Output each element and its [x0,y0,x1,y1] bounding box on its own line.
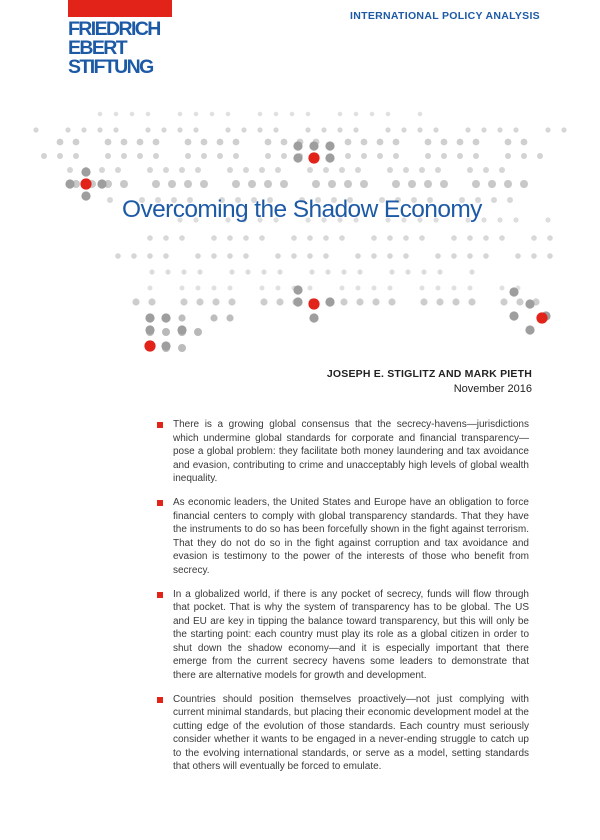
map-dot [131,253,137,259]
map-dot [340,298,347,305]
bullet-item [157,693,529,774]
map-dot [57,139,64,146]
map-dot [345,153,351,159]
map-dot [356,286,361,291]
map-dot [408,180,416,188]
bullet-text: Countries should position themselves proactively—not just complying with current minimal standards, but placing their economic development model at the cutting edge of the evolution of those standards. Each country must seriously consider whether it wants to be engaged in a never-ending struggle to catch up to the evolving international standards, or serve as a model, setting standards that others will eventually be forced to emulate. [173,693,529,772]
map-dot [265,139,272,146]
map-dot [340,286,345,291]
map-dot [473,139,480,146]
bullet-item [157,496,529,577]
map-dot [323,235,329,241]
map-dot [338,112,343,117]
map-dot [259,167,265,173]
map-dot [547,253,553,259]
map-dot [545,127,550,132]
map-dot [357,269,362,274]
map-dot [424,180,432,188]
map-dot [372,298,379,305]
map-dot [377,153,383,159]
map-dot [81,127,86,132]
document-title: Overcoming the Shadow Economy [122,196,482,223]
map-dot [337,127,342,132]
map-dot [228,298,235,305]
map-dot [421,269,426,274]
map-dot [497,217,502,222]
map-dot [372,286,377,291]
map-dot [227,235,233,241]
map-dot [386,112,391,117]
map-dot [137,153,143,159]
map-dot [467,253,473,259]
map-dot [130,112,135,117]
map-dot [309,269,314,274]
logo-line-2: EBERT [68,37,127,59]
map-dot [233,139,240,146]
map-dot [467,235,473,241]
map-dot-accent [80,178,91,189]
world-dot-map-icon [0,100,600,370]
map-dot [341,269,346,274]
map-dot [537,153,543,159]
map-dot [195,253,201,259]
map-dot [339,235,345,241]
map-dot [419,167,425,173]
map-dot [547,235,553,241]
map-dot [307,235,313,241]
bullet-text: As economic leaders, the United States and Europe have an obligation to force financial centers to comply with global transparency standards. That they have the instruments to do so has been forcefully shown in the fight against terrorism. That they do not do so in the fight against corruption and tax avoidance and evasion is testimony to the power of the interests of those who benefit from secrecy. [173,497,529,576]
map-dot [436,286,441,291]
map-dot [451,235,457,241]
map-dot [153,139,160,146]
map-dot [33,127,38,132]
map-dot [65,127,70,132]
map-dot [153,153,159,159]
map-dot [73,139,80,146]
map-dot [403,167,409,173]
map-dot [355,167,361,173]
map-dot [387,235,393,241]
map-dot [196,286,201,291]
map-dot [483,235,489,241]
map-dot [354,112,359,117]
map-dot [513,127,518,132]
map-dot [163,167,169,173]
map-dot [162,328,170,336]
map-dot [393,153,399,159]
map-dot-dark [525,325,534,334]
map-dot [259,235,265,241]
map-dot-dark [509,311,518,320]
map-dot [148,286,153,291]
map-dot [388,286,393,291]
map-dot [497,127,502,132]
map-dot [201,139,208,146]
map-dot [195,167,201,173]
map-dot-dark [81,191,90,200]
map-dot [180,286,185,291]
map-dot [323,253,329,259]
map-dot [179,235,185,241]
map-dot [469,269,474,274]
map-dot [388,298,395,305]
map-dot [393,139,400,146]
map-dot [179,167,185,173]
map-dot [197,269,202,274]
map-dot [165,269,170,274]
map-dot [360,180,368,188]
map-dot [248,180,256,188]
series-label: INTERNATIONAL POLICY ANALYSIS [350,10,540,22]
map-dot [217,153,223,159]
map-dot-dark [509,287,518,296]
map-dot [229,269,234,274]
map-dot [436,298,443,305]
map-dot [483,167,489,173]
map-dot [387,253,393,259]
map-dot-accent [536,312,547,323]
map-dot [499,167,505,173]
map-dot-dark [145,325,154,334]
map-dot [99,167,105,173]
map-dot [194,112,199,117]
bullet-item [157,418,529,486]
map-dot [121,139,128,146]
map-dot [137,139,144,146]
bullet-marker-icon [157,500,163,506]
map-dot [465,127,470,132]
map-dot [132,298,139,305]
map-dot [233,153,239,159]
map-dot [403,253,409,259]
map-dot-dark [325,141,334,150]
map-dot [277,269,282,274]
publication-date: November 2016 [453,383,532,395]
map-dot-dark [177,325,186,334]
map-dot [290,112,295,117]
summary-bullets [157,418,529,784]
map-dot [488,180,496,188]
map-dot [291,235,297,241]
map-dot [425,139,432,146]
bullet-marker-icon [157,697,163,703]
map-dot [201,153,207,159]
map-dot [516,298,523,305]
map-dot-dark [309,313,318,322]
map-dot [440,180,448,188]
map-dot-dark [325,297,334,306]
map-dot [217,139,224,146]
map-dot [355,253,361,259]
map-dot [418,112,423,117]
map-dot [389,269,394,274]
map-dot [98,112,103,117]
map-dot [401,127,406,132]
map-dot [323,167,329,173]
map-dot-dark [97,179,106,188]
map-dot [437,269,442,274]
map-dot-dark [325,153,334,162]
map-dot [243,167,249,173]
map-dot [177,127,182,132]
map-dot [168,180,176,188]
map-dot [500,286,505,291]
map-dot [513,217,518,222]
map-dot [180,298,187,305]
bullet-text: There is a growing global consensus that the secrecy-havens—jurisdictions which undermine global standards for corporate and financial transparency—pose a global problem: they facilitate both money laundering and tax avoidance and evasion, contributing to crime and unacceptably high levels of global wealth inequality. [173,419,529,484]
map-dot [145,127,150,132]
map-dot [425,153,431,159]
logo-line-1: FRIEDRICH [68,18,160,40]
map-dot [200,180,208,188]
map-dot-dark [145,313,154,322]
map-dot [114,112,119,117]
map-dot [339,167,345,173]
map-dot [377,139,384,146]
map-dot [265,153,271,159]
map-dot [452,298,459,305]
map-dot [210,314,217,321]
map-dot [193,127,198,132]
authors: JOSEPH E. STIGLITZ AND MARK PIETH [326,368,532,380]
map-dot [483,253,489,259]
map-dot [345,139,352,146]
map-dot [260,298,267,305]
map-dot-accent [308,298,319,309]
map-dot [73,153,79,159]
map-dot-dark [161,313,170,322]
map-dot [147,235,153,241]
map-dot [441,153,447,159]
map-dot [258,112,263,117]
map-dot-dark [293,153,302,162]
map-dot [149,269,154,274]
map-dot [457,139,464,146]
map-dot [504,180,512,188]
map-dot [227,253,233,259]
map-dot [308,286,313,291]
map-dot [105,139,112,146]
map-dot [505,139,512,146]
map-dot [361,153,367,159]
map-dot [520,180,528,188]
logo-red-bar [68,0,172,17]
map-dot [325,269,330,274]
map-dot [257,127,262,132]
map-dot [178,112,183,117]
map-dot-dark [309,141,318,150]
map-dot [260,286,265,291]
map-dot-accent [308,152,319,163]
map-dot [57,153,63,159]
map-dot-dark [293,141,302,150]
map-dot [344,180,352,188]
map-dot [184,180,192,188]
map-dot [147,253,153,259]
map-dot [275,167,281,173]
map-dot [178,344,186,352]
map-dot [107,197,113,203]
map-dot [212,298,219,305]
map-dot [211,235,217,241]
map-dot [433,127,438,132]
map-dot [67,167,73,173]
bullet-marker-icon [157,422,163,428]
map-dot [121,153,127,159]
map-dot-dark [65,179,74,188]
map-dot [226,314,233,321]
map-dot [185,139,192,146]
map-dot [435,253,441,259]
map-dot [307,167,313,173]
map-dot [261,269,266,274]
logo-line-3: STIFTUNG [68,56,153,78]
bullet-marker-icon [157,592,163,598]
map-dot [225,127,230,132]
map-dot [481,217,486,222]
map-dot [515,253,521,259]
map-dot [312,180,320,188]
map-dot [499,235,505,241]
map-dot [115,167,121,173]
map-dot-dark [525,299,534,308]
map-dot [441,139,448,146]
map-dot [531,253,537,259]
map-dot [274,112,279,117]
map-dot [245,269,250,274]
map-dot [273,127,278,132]
map-dot [356,298,363,305]
map-dot [521,139,528,146]
map-dot [420,298,427,305]
map-dot [243,253,249,259]
map-dot [371,235,377,241]
map-dot [451,253,457,259]
map-dot [178,314,185,321]
map-dot [361,139,368,146]
map-dot [531,235,537,241]
map-dot [113,127,118,132]
map-dot [210,112,215,117]
map-dot [467,167,473,173]
map-dot [147,167,153,173]
map-dot [185,153,191,159]
map-dot [152,180,160,188]
map-dot [417,127,422,132]
map-dot [305,127,310,132]
map-dot [212,286,217,291]
bullet-text: In a globalized world, if there is any pocket of secrecy, funds will flow through that pocket. That is why the system of transparency has to be global. The US and EU are key in tipping the balance toward transparency, but this will only be the starting point: each country must play its role as a global citizen in order to shut down the shadow economy—and it is especially important that there emerge from the current secrecy havens some leaders to demonstrate that there are alternative models for growth and development. [173,588,529,681]
map-dot [321,127,326,132]
map-dot [491,197,497,203]
map-dot [392,180,400,188]
map-dot [275,253,281,259]
map-dot [41,153,47,159]
map-dot [435,167,441,173]
map-dot [561,127,566,132]
map-dot [387,167,393,173]
map-dot [353,127,358,132]
bullet-item [157,588,529,683]
map-dot [161,127,166,132]
map-dot [243,235,249,241]
map-dot [419,235,425,241]
map-dot [307,253,313,259]
map-dot [163,253,169,259]
map-dot [120,180,128,188]
map-dot [228,286,233,291]
map-dot [385,127,390,132]
map-dot [264,180,272,188]
map-dot [468,298,475,305]
map-dot [306,112,311,117]
map-dot [115,253,121,259]
map-dot [196,298,203,305]
map-dot [280,180,288,188]
publisher-logo [68,20,178,77]
map-dot [328,180,336,188]
map-dot [370,112,375,117]
map-dot-dark [293,285,302,294]
map-dot [507,197,513,203]
map-dot [148,298,155,305]
map-dot [181,269,186,274]
map-dot [545,217,550,222]
map-dot [232,180,240,188]
map-dot [146,112,151,117]
map-dot [473,153,479,159]
map-dot [505,153,511,159]
map-dot [403,235,409,241]
map-dot [281,139,288,146]
map-dot [481,127,486,132]
map-dot [276,286,281,291]
map-dot [371,253,377,259]
map-dot [405,269,410,274]
map-dot [163,235,169,241]
map-dot [452,286,457,291]
map-dot [420,286,425,291]
map-dot [468,286,473,291]
map-dot [472,180,480,188]
map-dot [105,153,111,159]
map-dot [500,298,507,305]
map-dot [226,112,231,117]
map-dot [194,328,202,336]
map-dot-dark [161,341,170,350]
map-dot [457,153,463,159]
map-dot [291,253,297,259]
map-dot [276,298,283,305]
map-dot [281,153,287,159]
map-dot-dark [293,297,302,306]
map-dot [521,153,527,159]
map-dot [227,167,233,173]
map-dot [97,127,102,132]
map-dot [241,127,246,132]
map-dot-dark [81,167,90,176]
map-dot-accent [144,340,155,351]
map-dot [211,253,217,259]
